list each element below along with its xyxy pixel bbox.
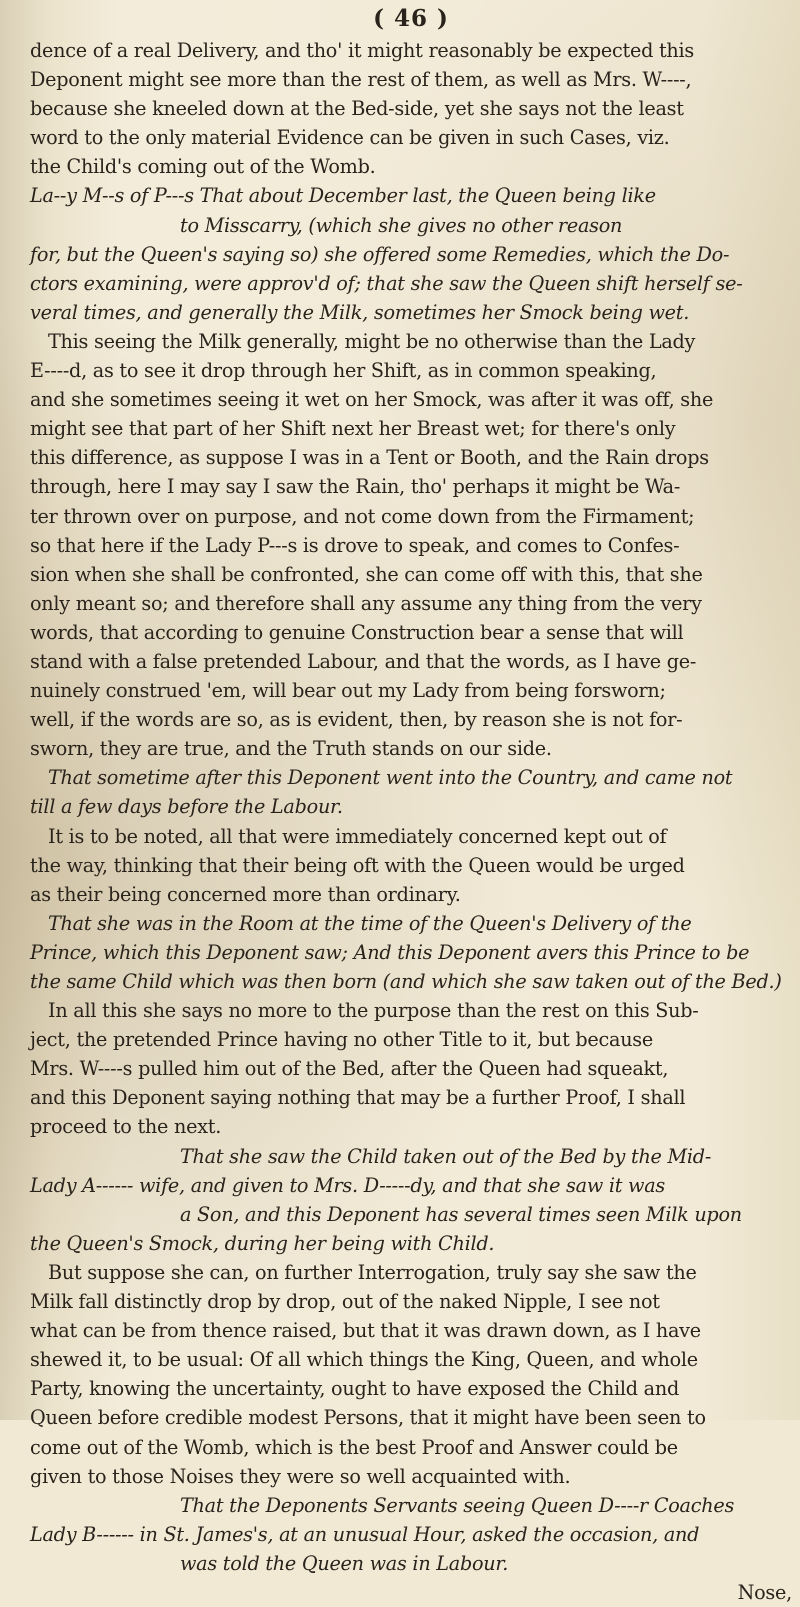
text-line: the Queen's Smock, during her being with Child. bbox=[30, 1231, 495, 1255]
text-line: and this Deponent saying nothing that may be a further Proof, I shall bbox=[30, 1086, 686, 1110]
text-line: a Son, and this Deponent has several times seen Milk upon bbox=[180, 1202, 742, 1226]
text-line: was told the Queen was in Labour. bbox=[180, 1551, 509, 1575]
text-line: veral times, and generally the Milk, sometimes her Smock being wet. bbox=[30, 300, 690, 324]
text-line: E----d, as to see it drop through her Shift, as in common speaking, bbox=[30, 359, 657, 383]
text-line: the Child's coming out of the Womb. bbox=[30, 155, 376, 179]
text-line: Queen before credible modest Persons, that it might have been seen to bbox=[30, 1406, 706, 1430]
text-line: dence of a real Delivery, and tho' it might reasonably be expected this bbox=[30, 39, 695, 62]
text-line: so that here if the Lady P---s is drove to speak, and comes to Confes- bbox=[30, 533, 680, 557]
text-line: Mrs. W----s pulled him out of the Bed, after the Queen had squeakt, bbox=[30, 1057, 669, 1081]
text-line: It is to be noted, all that were immediately concerned kept out of bbox=[48, 824, 667, 848]
text-line: sion when she shall be confronted, she can come off with this, that she bbox=[30, 562, 703, 586]
text-line: word to the only material Evidence can be given in such Cases, viz. bbox=[30, 126, 670, 150]
text-line: nuinely construed 'em, will bear out my Lady from being forsworn; bbox=[30, 679, 666, 703]
text-line: Deponent might see more than the rest of them, as well as Mrs. W----, bbox=[30, 68, 692, 92]
text-line: This seeing the Milk generally, might be no otherwise than the Lady bbox=[48, 329, 696, 353]
page-number: ( 46 ) bbox=[373, 5, 449, 32]
text-line: ctors examining, were approv'd of; that she saw the Queen shift herself se- bbox=[30, 271, 743, 295]
text-line: That sometime after this Deponent went into the Country, and came not bbox=[48, 766, 733, 790]
text-line: shewed it, to be usual: Of all which things the King, Queen, and whole bbox=[30, 1348, 698, 1372]
text-line: well, if the words are so, as is evident, then, by reason she is not for- bbox=[30, 708, 683, 732]
text-line: sworn, they are true, and the Truth stands on our side. bbox=[30, 737, 552, 761]
text-line: But suppose she can, on further Interrogation, truly say she saw the bbox=[48, 1260, 697, 1284]
text-line: Lady B------ in St. James's, at an unusual Hour, asked the occasion, and bbox=[30, 1522, 700, 1546]
text-line: come out of the Womb, which is the best Proof and Answer could be bbox=[30, 1435, 678, 1459]
text-line: That she saw the Child taken out of the Bed by the Mid- bbox=[180, 1144, 712, 1168]
page-text-block bbox=[30, 2, 792, 1607]
text-line: In all this she says no more to the purpose than the rest on this Sub- bbox=[48, 999, 699, 1023]
text-line: for, but the Queen's saying so) she offered some Remedies, which the Do- bbox=[30, 242, 730, 266]
text-line: and she sometimes seeing it wet on her Smock, was after it was off, she bbox=[30, 388, 714, 412]
text-line: Prince, which this Deponent saw; And this Deponent avers this Prince to be bbox=[30, 940, 750, 964]
text-line: Lady A------ wife, and given to Mrs. D-----dy, and that she saw it was bbox=[30, 1173, 665, 1197]
text-line: this difference, as suppose I was in a Tent or Booth, and the Rain drops bbox=[30, 446, 709, 470]
text-line: the way, thinking that their being oft with the Queen would be urged bbox=[30, 853, 685, 877]
text-line: only meant so; and therefore shall any assume any thing from the very bbox=[30, 591, 702, 615]
text-line: the same Child which was then born (and which she saw taken out of the Bed.) bbox=[30, 970, 782, 993]
text-line: given to those Noises they were so well acquainted with. bbox=[30, 1464, 571, 1488]
text-line: That the Deponents Servants seeing Queen D----r Coaches bbox=[180, 1493, 735, 1517]
text-line: stand with a false pretended Labour, and that the words, as I have ge- bbox=[30, 649, 697, 673]
text-line: ter thrown over on purpose, and not come down from the Firmament; bbox=[30, 504, 695, 528]
text-line: through, here I may say I saw the Rain, tho' perhaps it might be Wa- bbox=[30, 475, 681, 499]
text-line: to Misscarry, (which she gives no other reason bbox=[180, 213, 623, 237]
text-lines bbox=[30, 36, 792, 1607]
text-line: what can be from thence raised, but that it was drawn down, as I have bbox=[30, 1319, 701, 1343]
text-line: La--y M--s of P---s That about December last, the Queen being like bbox=[30, 184, 656, 208]
text-line: words, that according to genuine Construction bear a sense that will bbox=[30, 620, 684, 644]
text-line: might see that part of her Shift next her Breast wet; for there's only bbox=[30, 417, 676, 441]
text-line: because she kneeled down at the Bed-side, yet she says not the least bbox=[30, 97, 684, 121]
text-line: Nose, bbox=[737, 1580, 792, 1604]
text-line: ject, the pretended Prince having no other Title to it, but because bbox=[30, 1028, 654, 1052]
text-line: Milk fall distinctly drop by drop, out of the naked Nipple, I see not bbox=[30, 1290, 660, 1314]
text-line: That she was in the Room at the time of the Queen's Delivery of the bbox=[48, 911, 692, 935]
text-line: Party, knowing the uncertainty, ought to have exposed the Child and bbox=[30, 1377, 679, 1401]
text-line: till a few days before the Labour. bbox=[30, 795, 343, 819]
text-line: as their being concerned more than ordinary. bbox=[30, 882, 461, 906]
text-line: proceed to the next. bbox=[30, 1115, 222, 1139]
